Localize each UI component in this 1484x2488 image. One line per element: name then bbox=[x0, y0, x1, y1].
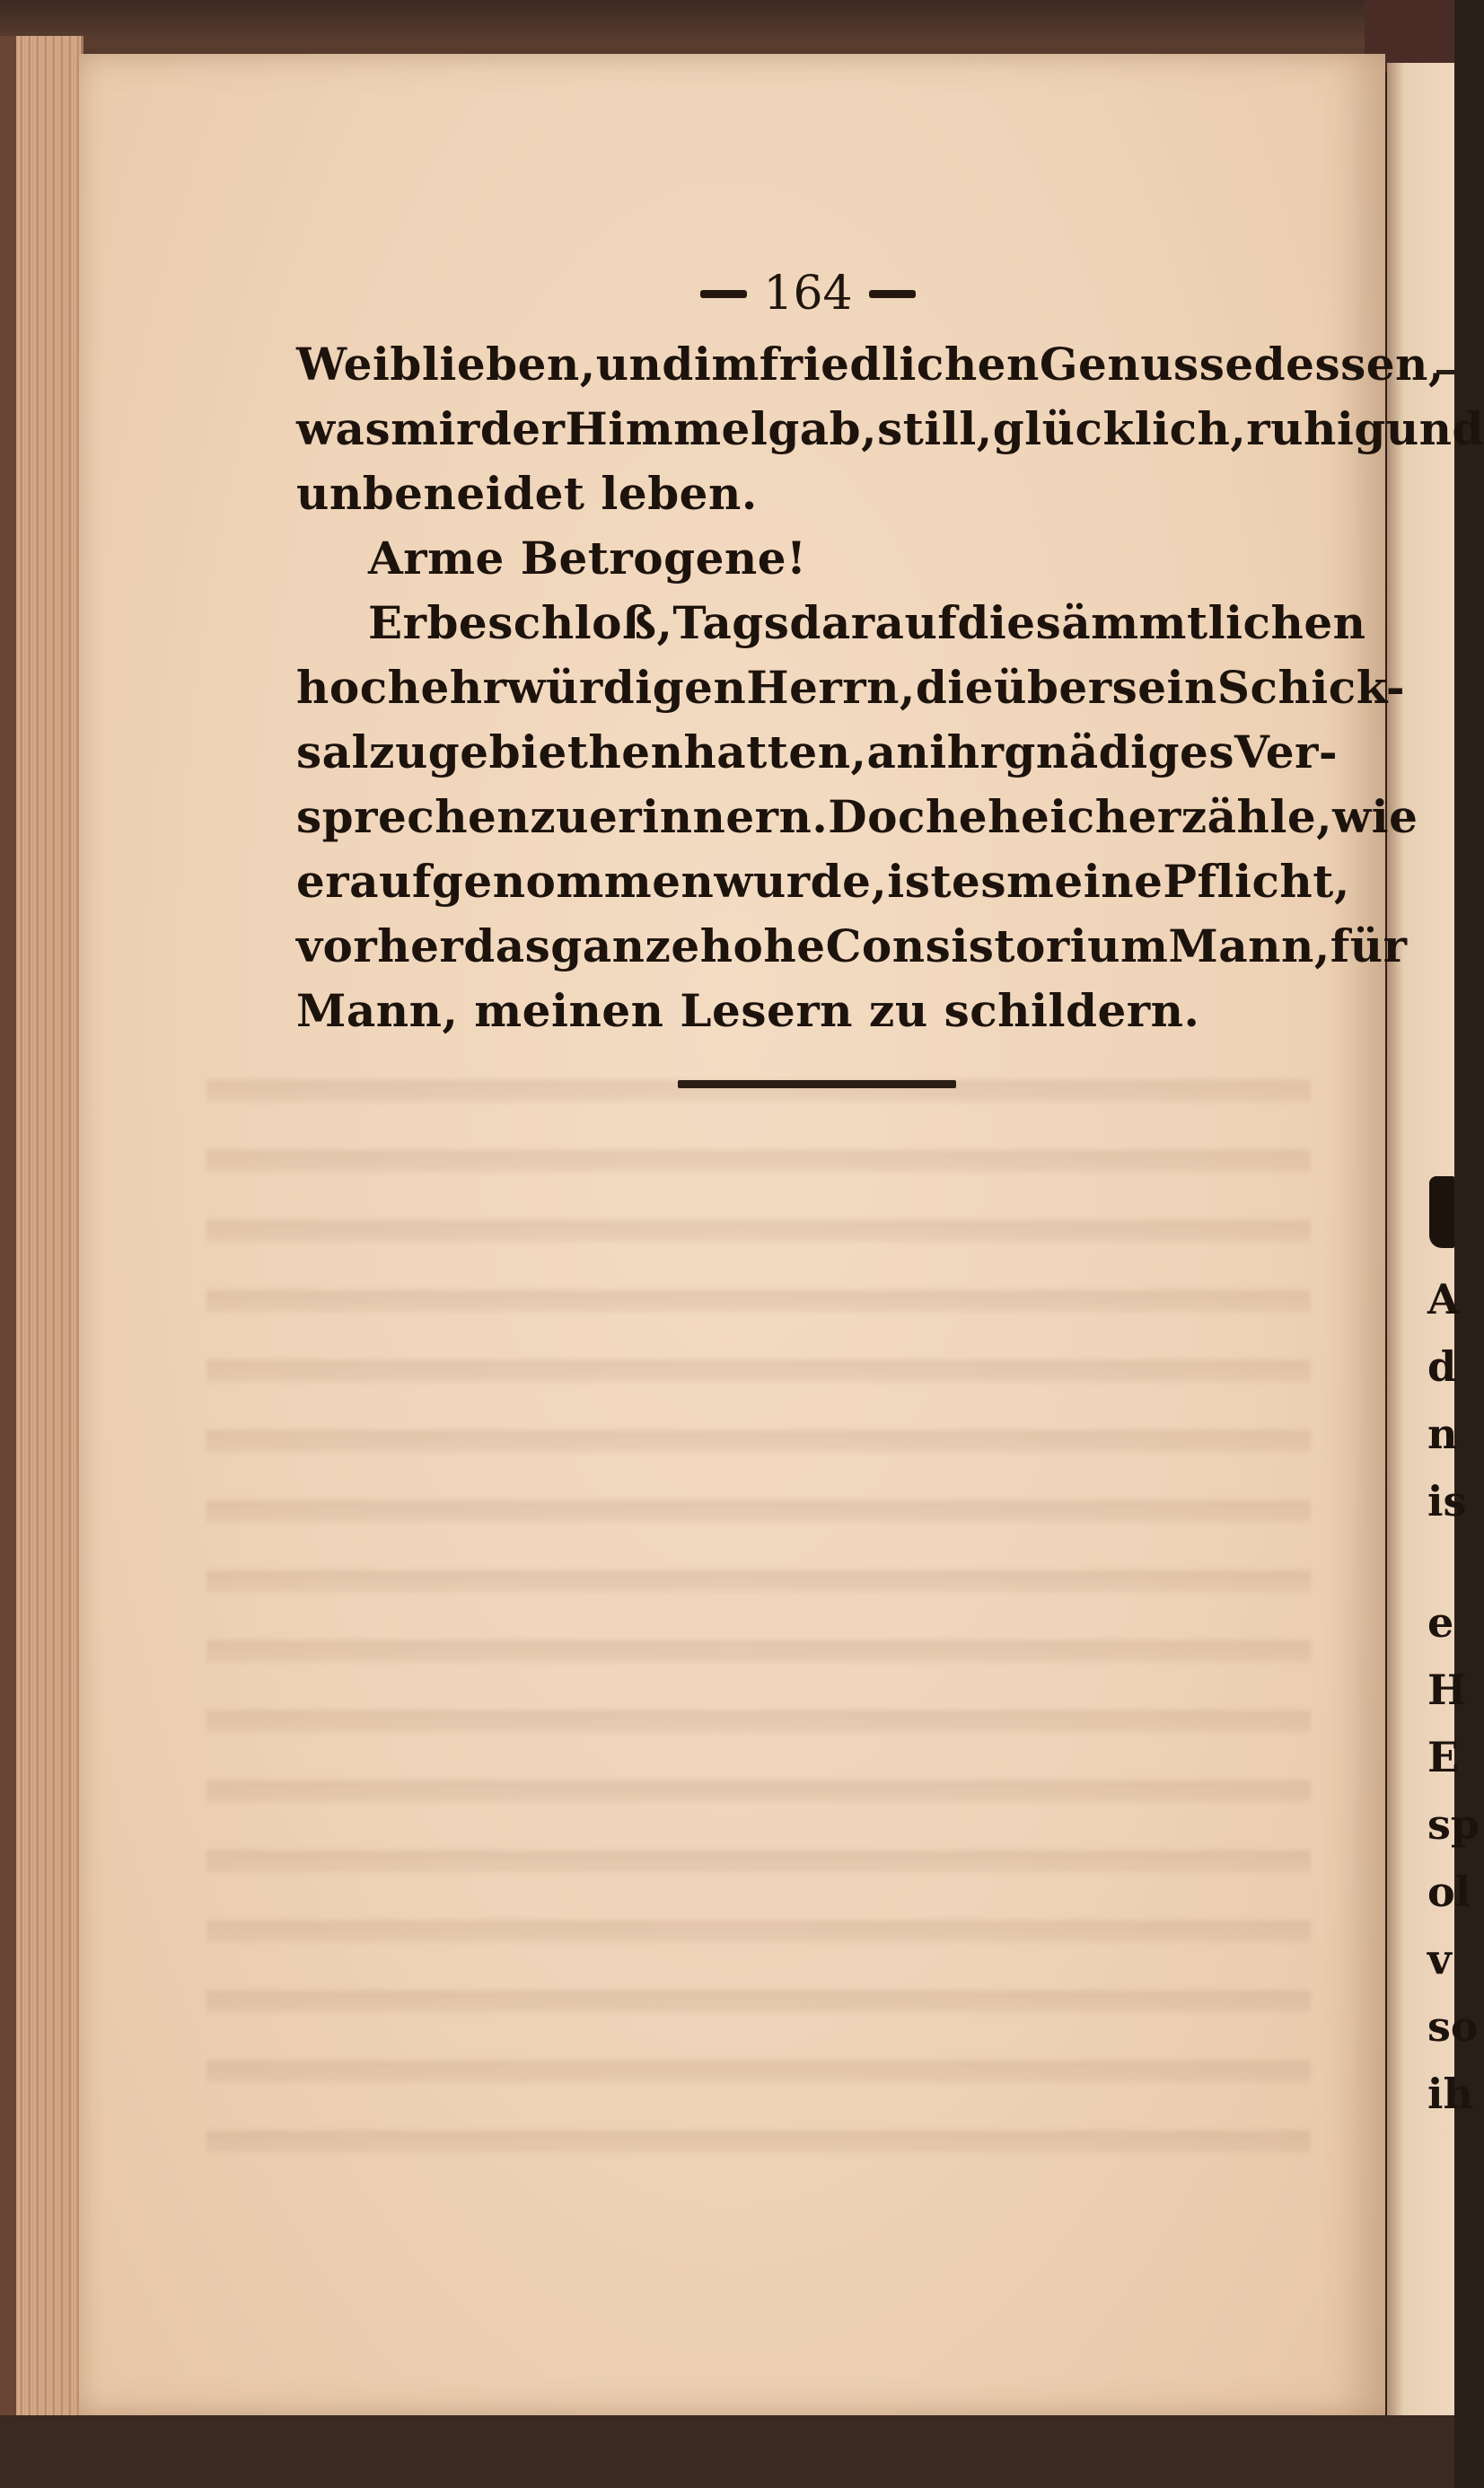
next-page-fragment: d bbox=[1427, 1342, 1457, 1391]
text-line-6: hochehrwürdigen Herrn, die über sein Schick- bbox=[296, 661, 1406, 714]
text-line-9: er aufgenommen wurde, ist es meine Pflicht, bbox=[296, 855, 1350, 908]
next-page-fragment: so bbox=[1427, 2002, 1479, 2051]
next-page-fragment: n bbox=[1427, 1410, 1458, 1458]
text-line-1: Weib lieben, und im friedlichen Genusse dessen, bbox=[296, 338, 1444, 391]
text-line-3: unbeneidet leben. bbox=[296, 467, 758, 520]
page-header bbox=[664, 262, 952, 325]
text-line-11: Mann, meinen Lesern zu schildern. bbox=[296, 984, 1200, 1037]
page-number: 164 bbox=[763, 267, 853, 321]
background-bottom bbox=[0, 2415, 1454, 2488]
bleed-through-text bbox=[206, 1042, 1311, 2164]
text-line-5: Er beschloß, Tags darauf die sämmtlichen bbox=[368, 596, 1366, 649]
next-page-fragment: e bbox=[1427, 1598, 1454, 1647]
next-page-fragment: A bbox=[1427, 1275, 1460, 1323]
header-dash-left bbox=[700, 290, 747, 298]
next-page-fragment: is bbox=[1427, 1477, 1467, 1525]
next-page-fragment: E bbox=[1427, 1733, 1460, 1781]
text-line-7: sal zu gebiethen hatten, an ihr gnädiges Ver- bbox=[296, 725, 1339, 778]
text-line-2: was mir der Himmel gab, still, glücklich, ruhig und bbox=[296, 402, 1484, 455]
next-page-fragment: H bbox=[1427, 1666, 1467, 1714]
binding-edge bbox=[0, 36, 16, 2424]
next-page-fragment: v bbox=[1427, 1935, 1452, 1983]
body-text bbox=[296, 332, 1484, 1043]
next-page-fragment: sp bbox=[1427, 1800, 1480, 1849]
next-page-initial-letter bbox=[1429, 1176, 1454, 1248]
text-line-10: vorher das ganze hohe Consistorium Mann, für bbox=[296, 919, 1408, 972]
section-rule bbox=[678, 1080, 956, 1088]
next-page-fragment: ol bbox=[1427, 1868, 1471, 1916]
next-page-fragment: ih bbox=[1427, 2070, 1473, 2118]
text-line-8: sprechen zu erinnern. Doch ehe ich erzähle, wie bbox=[296, 790, 1418, 843]
text-line-4: Arme Betrogene! bbox=[368, 532, 807, 585]
header-dash-right bbox=[869, 290, 916, 298]
